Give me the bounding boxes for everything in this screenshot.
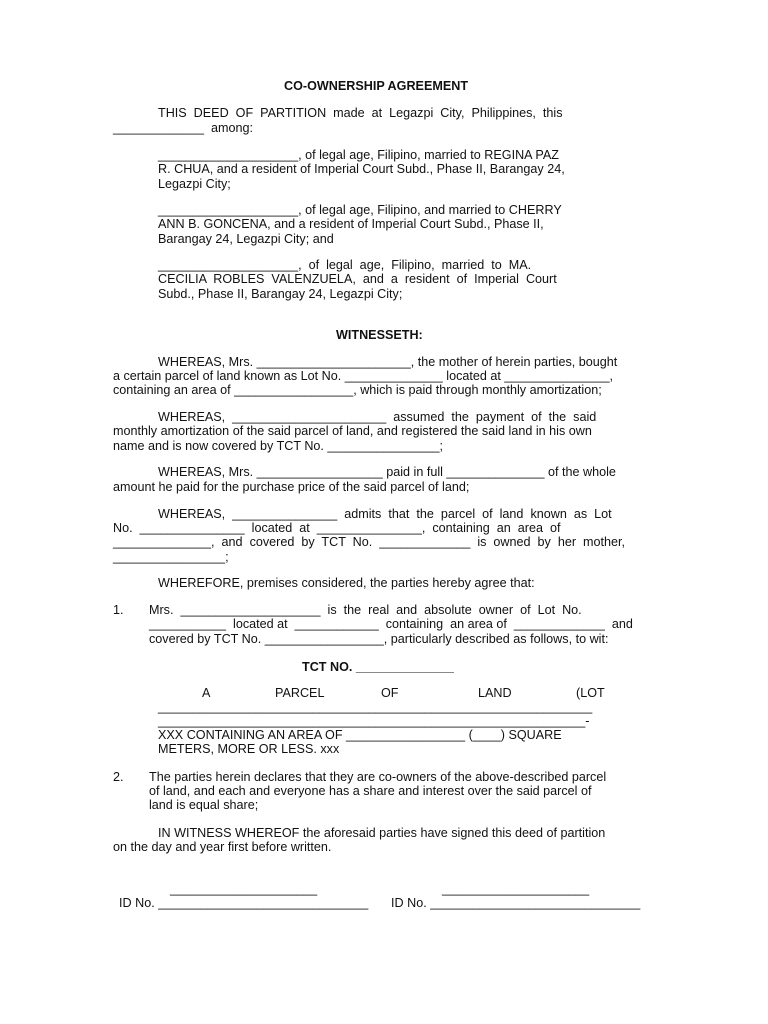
whereas-line: monthly amortization of the said parcel of land, and registered the said land in his own bbox=[113, 424, 592, 438]
parcel-word: LAND bbox=[478, 686, 512, 700]
whereas-line: name and is now covered by TCT No. ________________; bbox=[113, 439, 443, 453]
intro-line: _____________ among: bbox=[113, 121, 254, 135]
parcel-word: (LOT bbox=[576, 686, 605, 700]
whereas-line: a certain parcel of land known as Lot No. ______________ located at _______________, bbox=[113, 369, 613, 383]
party-line: CECILIA ROBLES VALENZUELA, and a resident of Imperial Court bbox=[158, 272, 557, 286]
whereas-line: ______________, and covered by TCT No. _____________ is owned by her mother, bbox=[113, 535, 626, 549]
parcel-line: METERS, MORE OR LESS. xxx bbox=[158, 742, 340, 756]
item-number: 2. bbox=[113, 770, 124, 784]
closing-line: IN WITNESS WHEREOF the aforesaid parties have signed this deed of partition bbox=[158, 826, 606, 840]
item-line: The parties herein declares that they are co-owners of the above-described parcel bbox=[149, 770, 607, 784]
parcel-line: XXX CONTAINING AN AREA OF _________________ (____) SQUARE bbox=[158, 728, 562, 742]
whereas-line: No. _______________ located at _______________, containing an area of bbox=[113, 521, 561, 535]
witnesseth-heading: WITNESSETH: bbox=[336, 328, 423, 342]
whereas-line: ________________; bbox=[113, 550, 229, 564]
whereas-line: WHEREAS, ______________________ assumed the payment of the said bbox=[158, 410, 597, 424]
id-number-right: ID No. ______________________________ bbox=[391, 896, 641, 910]
id-number-left: ID No. ______________________________ bbox=[119, 896, 369, 910]
wherefore-line: WHEREFORE, premises considered, the parties hereby agree that: bbox=[158, 576, 535, 590]
whereas-line: containing an area of _________________, which is paid through monthly amortization; bbox=[113, 383, 602, 397]
party-line: ____________________, of legal age, Filipino, married to MA. bbox=[158, 258, 532, 272]
signature-line-left: _____________________ bbox=[170, 882, 318, 896]
item-line: land is equal share; bbox=[149, 798, 259, 812]
whereas-line: WHEREAS, Mrs. ______________________, the mother of herein parties, bought bbox=[158, 355, 618, 369]
parcel-line: _____________________________________________________________- bbox=[158, 714, 590, 728]
parcel-word: PARCEL bbox=[275, 686, 325, 700]
tct-heading: TCT NO. ______________ bbox=[302, 660, 454, 674]
whereas-line: WHEREAS, Mrs. __________________ paid in full ______________ of the whole bbox=[158, 465, 616, 479]
parcel-word: A bbox=[202, 686, 211, 700]
party-line: R. CHUA, and a resident of Imperial Court Subd., Phase II, Barangay 24, bbox=[158, 162, 565, 176]
party-line: ANN B. GONCENA, and a resident of Imperial Court Subd., Phase II, bbox=[158, 217, 544, 231]
intro-line: THIS DEED OF PARTITION made at Legazpi City, Philippines, this bbox=[158, 106, 563, 120]
closing-line: on the day and year first before written. bbox=[113, 840, 332, 854]
party-line: ____________________, of legal age, Filipino, and married to CHERRY bbox=[158, 203, 562, 217]
parcel-line: ______________________________________________________________ bbox=[158, 700, 593, 714]
item-line: of land, and each and everyone has a share and interest over the said parcel of bbox=[149, 784, 592, 798]
item-line: covered by TCT No. _________________, particularly described as follows, to wit: bbox=[149, 632, 609, 646]
parcel-word: OF bbox=[381, 686, 399, 700]
whereas-line: WHEREAS, _______________ admits that the parcel of land known as Lot bbox=[158, 507, 612, 521]
item-line: Mrs. ____________________ is the real and absolute owner of Lot No. bbox=[149, 603, 582, 617]
party-line: Legazpi City; bbox=[158, 177, 231, 191]
item-line: ___________ located at ____________ containing an area of _____________ and bbox=[149, 617, 633, 631]
item-number: 1. bbox=[113, 603, 124, 617]
party-line: Subd., Phase II, Barangay 24, Legazpi City; bbox=[158, 287, 403, 301]
party-line: ____________________, of legal age, Filipino, married to REGINA PAZ bbox=[158, 148, 559, 162]
signature-line-right: _____________________ bbox=[442, 882, 590, 896]
document-title: CO-OWNERSHIP AGREEMENT bbox=[284, 79, 469, 93]
party-line: Barangay 24, Legazpi City; and bbox=[158, 232, 334, 246]
whereas-line: amount he paid for the purchase price of the said parcel of land; bbox=[113, 480, 470, 494]
